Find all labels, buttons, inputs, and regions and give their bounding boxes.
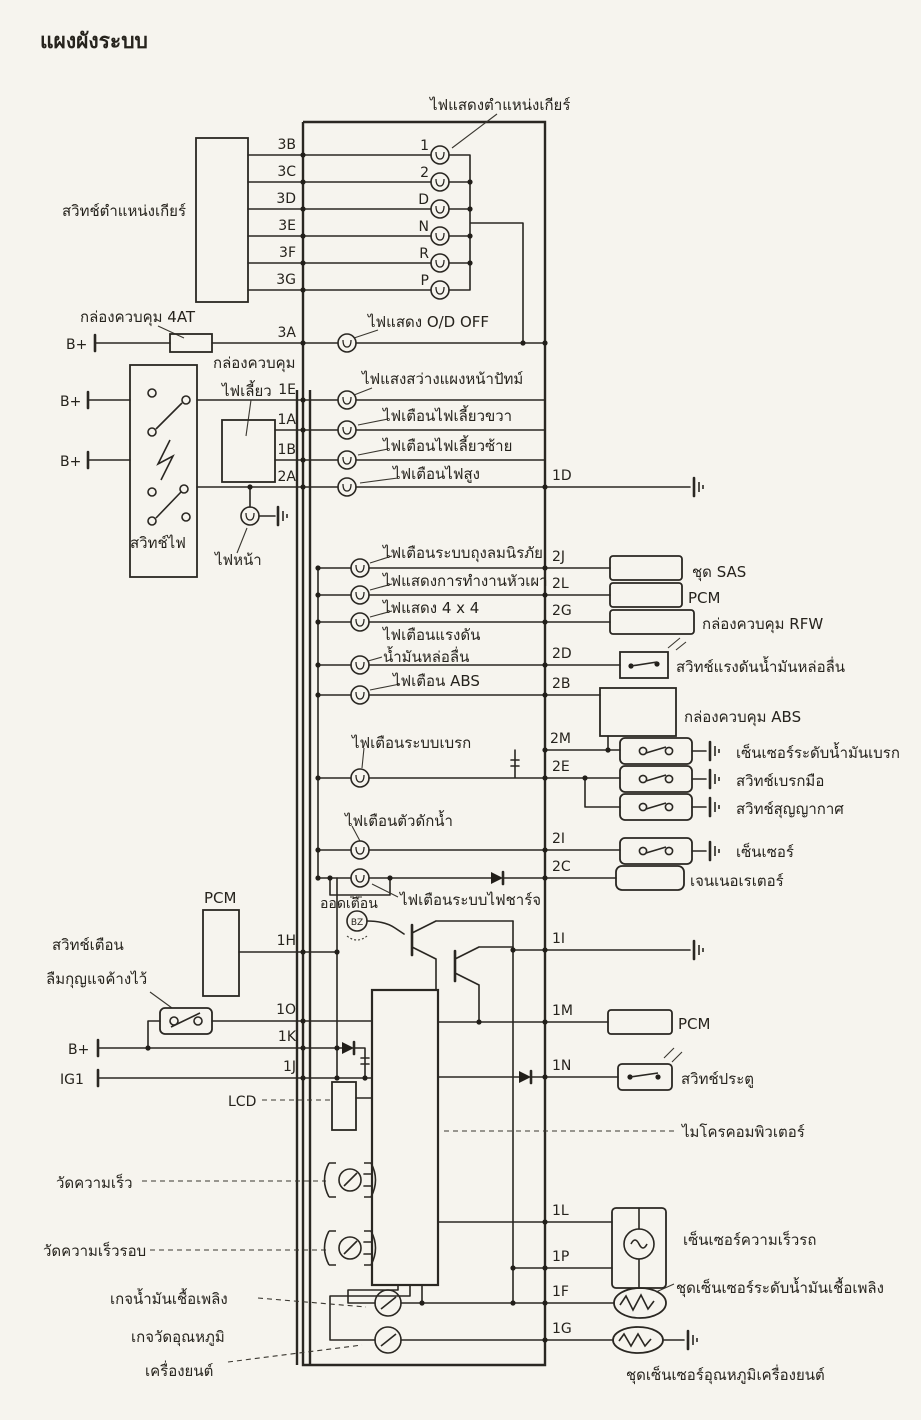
temp-gauge-symbol (375, 1327, 401, 1353)
left-turn-label: ไฟเตือนไฟเลี้ยวซ้าย (383, 437, 513, 455)
svg-text:1P: 1P (552, 1249, 570, 1265)
ground-vacuum (710, 798, 719, 816)
control-4at-label: กล่องควบคุม 4AT (80, 308, 196, 326)
code-1a: 1A (277, 412, 296, 428)
svg-text:3D: 3D (276, 191, 296, 207)
microcomputer-label: ไมโครคอมพิวเตอร์ (682, 1123, 805, 1141)
transistor-bars (412, 925, 455, 981)
fuel-gauge-symbol (375, 1290, 401, 1316)
abs-lamp (351, 686, 369, 704)
svg-text:1M: 1M (552, 1003, 573, 1019)
key-warning-label-1: สวิทช์เตือน (52, 936, 124, 954)
water-trap-lamp (351, 841, 369, 859)
od-off-label: ไฟแสดง O/D OFF (368, 313, 490, 331)
svg-text:2C: 2C (552, 859, 571, 875)
ground-sensor (710, 842, 719, 860)
svg-text:2D: 2D (552, 646, 572, 662)
brake-fluid-label: เซ็นเซอร์ระดับน้ำมันเบรก (736, 744, 900, 762)
door-switch-box (618, 1064, 672, 1090)
pcm-right-box (610, 583, 682, 607)
svg-text:N: N (418, 219, 429, 235)
lower-section-wires (98, 952, 684, 1340)
svg-text:1N: 1N (552, 1058, 572, 1074)
svg-text:P: P (420, 273, 429, 289)
code-1k: 1K (277, 1029, 296, 1045)
glow-plug-lamp (351, 586, 369, 604)
vacuum-switch-box (620, 794, 692, 820)
page-title: แผงผังระบบ (40, 29, 148, 53)
right-turn-lamp (338, 421, 356, 439)
svg-text:2L: 2L (552, 576, 569, 592)
bplus-3: B+ (60, 454, 82, 470)
airbag-lamp (351, 559, 369, 577)
ig1-label: IG1 (60, 1072, 84, 1088)
svg-text:D: D (418, 192, 429, 208)
headlight-lamp (241, 507, 259, 525)
code-3a: 3A (277, 325, 296, 341)
sas-label: ชุด SAS (692, 563, 747, 581)
generator-label: เจนเนอเรเตอร์ (690, 872, 784, 890)
oil-pressure-label-2: น้ำมันหล่อลื่น (383, 648, 470, 666)
microcomputer-box (372, 990, 438, 1285)
lcd-box (332, 1082, 356, 1130)
tachometer-label: วัดความเร็วรอบ (43, 1242, 147, 1260)
svg-text:R: R (419, 246, 429, 262)
brake-label: ไฟเตือนระบบเบรก (352, 734, 472, 752)
diode-charge (491, 872, 503, 884)
svg-text:2E: 2E (552, 759, 570, 775)
oil-pressure-label-1: ไฟเตือนแรงดัน (383, 626, 481, 644)
panel-light-lamp (338, 391, 356, 409)
svg-text:1: 1 (420, 138, 429, 154)
water-trap-label: ไฟเตือนตัวดักน้ำ (345, 812, 453, 830)
pcm-left-box (203, 910, 239, 996)
handbrake-switch-box (620, 766, 692, 792)
warning-row-wires (318, 568, 706, 878)
svg-text:1L: 1L (552, 1203, 569, 1219)
svg-text:2J: 2J (552, 549, 566, 565)
high-beam-label: ไฟเตือนไฟสูง (393, 465, 480, 483)
turn-signal-control-box (222, 420, 275, 482)
fuel-sensor-unit-label: ชุดเซ็นเซอร์ระดับน้ำมันเชื้อเพลิง (676, 1279, 884, 1297)
turn-control-label-1: กล่องควบคุม (213, 354, 296, 372)
light-switch-label: สวิทช์ไฟ (130, 534, 186, 552)
code-1b: 1B (277, 442, 296, 458)
code-1j: 1J (282, 1059, 296, 1075)
headlight-label: ไฟหน้า (215, 551, 262, 569)
temp-sensor-resistor (613, 1327, 663, 1353)
charge-label: ไฟเตือนระบบไฟชาร์จ (400, 891, 542, 909)
abs-control-label: กล่องควบคุม ABS (684, 708, 802, 726)
gear-terminal-codes (276, 137, 296, 288)
right-turn-label: ไฟเตือนไฟเลี้ยวขวา (383, 407, 513, 425)
svg-text:3B: 3B (277, 137, 296, 153)
bz-label: BZ (350, 918, 364, 928)
svg-text:1F: 1F (552, 1284, 569, 1300)
bplus-1: B+ (66, 337, 88, 353)
od-off-lamp (338, 334, 356, 352)
brake-fluid-sensor-box (620, 738, 692, 764)
pcm-right-label: PCM (688, 589, 721, 607)
ground-1d (694, 478, 703, 496)
diode-door (519, 1071, 531, 1083)
svg-text:3F: 3F (279, 245, 296, 261)
left-turn-lamp (338, 451, 356, 469)
key-warning-switch-box (160, 1008, 212, 1034)
glow-label: ไฟแสดงการทำงานหัวเผา (383, 572, 548, 590)
sas-unit-box (610, 556, 682, 580)
lcd-label: LCD (228, 1094, 257, 1110)
oil-pressure-lamp (351, 656, 369, 674)
handbrake-label: สวิทช์เบรกมือ (736, 772, 825, 790)
turn-control-label-2: ไฟเลี้ยว (222, 382, 272, 400)
temp-gauge-label-1: เกจวัดอุณหภูมิ (131, 1328, 225, 1346)
fuse-4at-box (170, 334, 212, 352)
key-warning-label-2: ลืมกุญแจค้างไว้ (46, 970, 148, 988)
airbag-label: ไฟเตือนระบบถุงลมนิรภัย (383, 544, 543, 562)
svg-text:2: 2 (420, 165, 429, 181)
ground-temp (688, 1331, 697, 1349)
code-1h: 1H (276, 933, 296, 949)
pcm-left-label: PCM (204, 889, 237, 907)
rfw-label: กล่องควบคุม RFW (702, 615, 824, 633)
bplus-2: B+ (60, 394, 82, 410)
gear-lamp-letters (418, 138, 429, 289)
code-2a: 2A (277, 469, 296, 485)
code-1d: 1D (552, 468, 572, 484)
temp-sensor-unit-label: ชุดเซ็นเซอร์อุณหภูมิเครื่องยนต์ (626, 1366, 825, 1384)
oil-pressure-switch-label: สวิทช์แรงดันน้ำมันหล่อลื่น (676, 658, 846, 676)
svg-text:3G: 3G (276, 272, 296, 288)
abs-label: ไฟเตือน ABS (393, 672, 480, 690)
tachometer-gauge (325, 1231, 376, 1265)
ground-headlight (278, 507, 287, 525)
generator-box (616, 866, 684, 890)
oil-pressure-switch-box (620, 652, 668, 678)
diode-battery (342, 1042, 354, 1054)
abs-control-box (600, 688, 676, 736)
speed-sensor-box (612, 1208, 666, 1288)
fuel-gauge-label: เกจน้ำมันเชื้อเพลิง (110, 1290, 228, 1308)
svg-text:2I: 2I (552, 831, 566, 847)
brake-lamp (351, 769, 369, 787)
right-terminal-codes (550, 549, 573, 1337)
rfw-control-box (610, 610, 694, 634)
temp-gauge-label-2: เครื่องยนต์ (145, 1362, 214, 1380)
door-switch-label: สวิทช์ประตู (681, 1070, 755, 1088)
gear-position-switch-box (196, 138, 248, 302)
svg-text:2B: 2B (552, 676, 571, 692)
svg-text:3C: 3C (277, 164, 296, 180)
sensor-switch-box (620, 838, 692, 864)
speedometer-label: วัดความเร็ว (56, 1174, 133, 1192)
gear-indicator-lamps (431, 146, 449, 299)
svg-text:2G: 2G (552, 603, 572, 619)
pcm-mid-box (608, 1010, 672, 1034)
fuel-sensor-resistor (614, 1288, 666, 1318)
speedometer-gauge (325, 1163, 376, 1197)
pcm-mid-label: PCM (678, 1015, 711, 1033)
buzzer-label: ออดเตือน (320, 896, 378, 912)
ground-brake-fluid (710, 742, 719, 760)
vacuum-label: สวิทช์สุญญากาศ (736, 800, 844, 818)
ground-handbrake (710, 770, 719, 788)
four-by-four-lamp (351, 613, 369, 631)
speed-sensor-label: เซ็นเซอร์ความเร็วรถ (683, 1231, 817, 1249)
panel-light-label: ไฟแสงสว่างแผงหน้าปัทม์ (362, 370, 524, 388)
bplus-4: B+ (68, 1042, 90, 1058)
code-1e: 1E (278, 382, 296, 398)
svg-text:3E: 3E (278, 218, 296, 234)
svg-text:1G: 1G (552, 1321, 572, 1337)
sensor-label: เซ็นเซอร์ (736, 843, 794, 861)
svg-text:2M: 2M (550, 731, 571, 747)
high-beam-lamp (338, 478, 356, 496)
code-1o: 1O (276, 1002, 296, 1018)
leader-dashed-lines (142, 1100, 676, 1362)
gear-switch-label: สวิทช์ตำแหน่งเกียร์ (62, 202, 186, 220)
ground-1i (694, 941, 703, 959)
svg-text:1I: 1I (552, 931, 566, 947)
fourx4-label: ไฟแสดง 4 x 4 (383, 599, 480, 617)
charge-lamp (351, 869, 369, 887)
gear-indicator-label: ไฟแสดงตำแหน่งเกียร์ (430, 96, 571, 114)
